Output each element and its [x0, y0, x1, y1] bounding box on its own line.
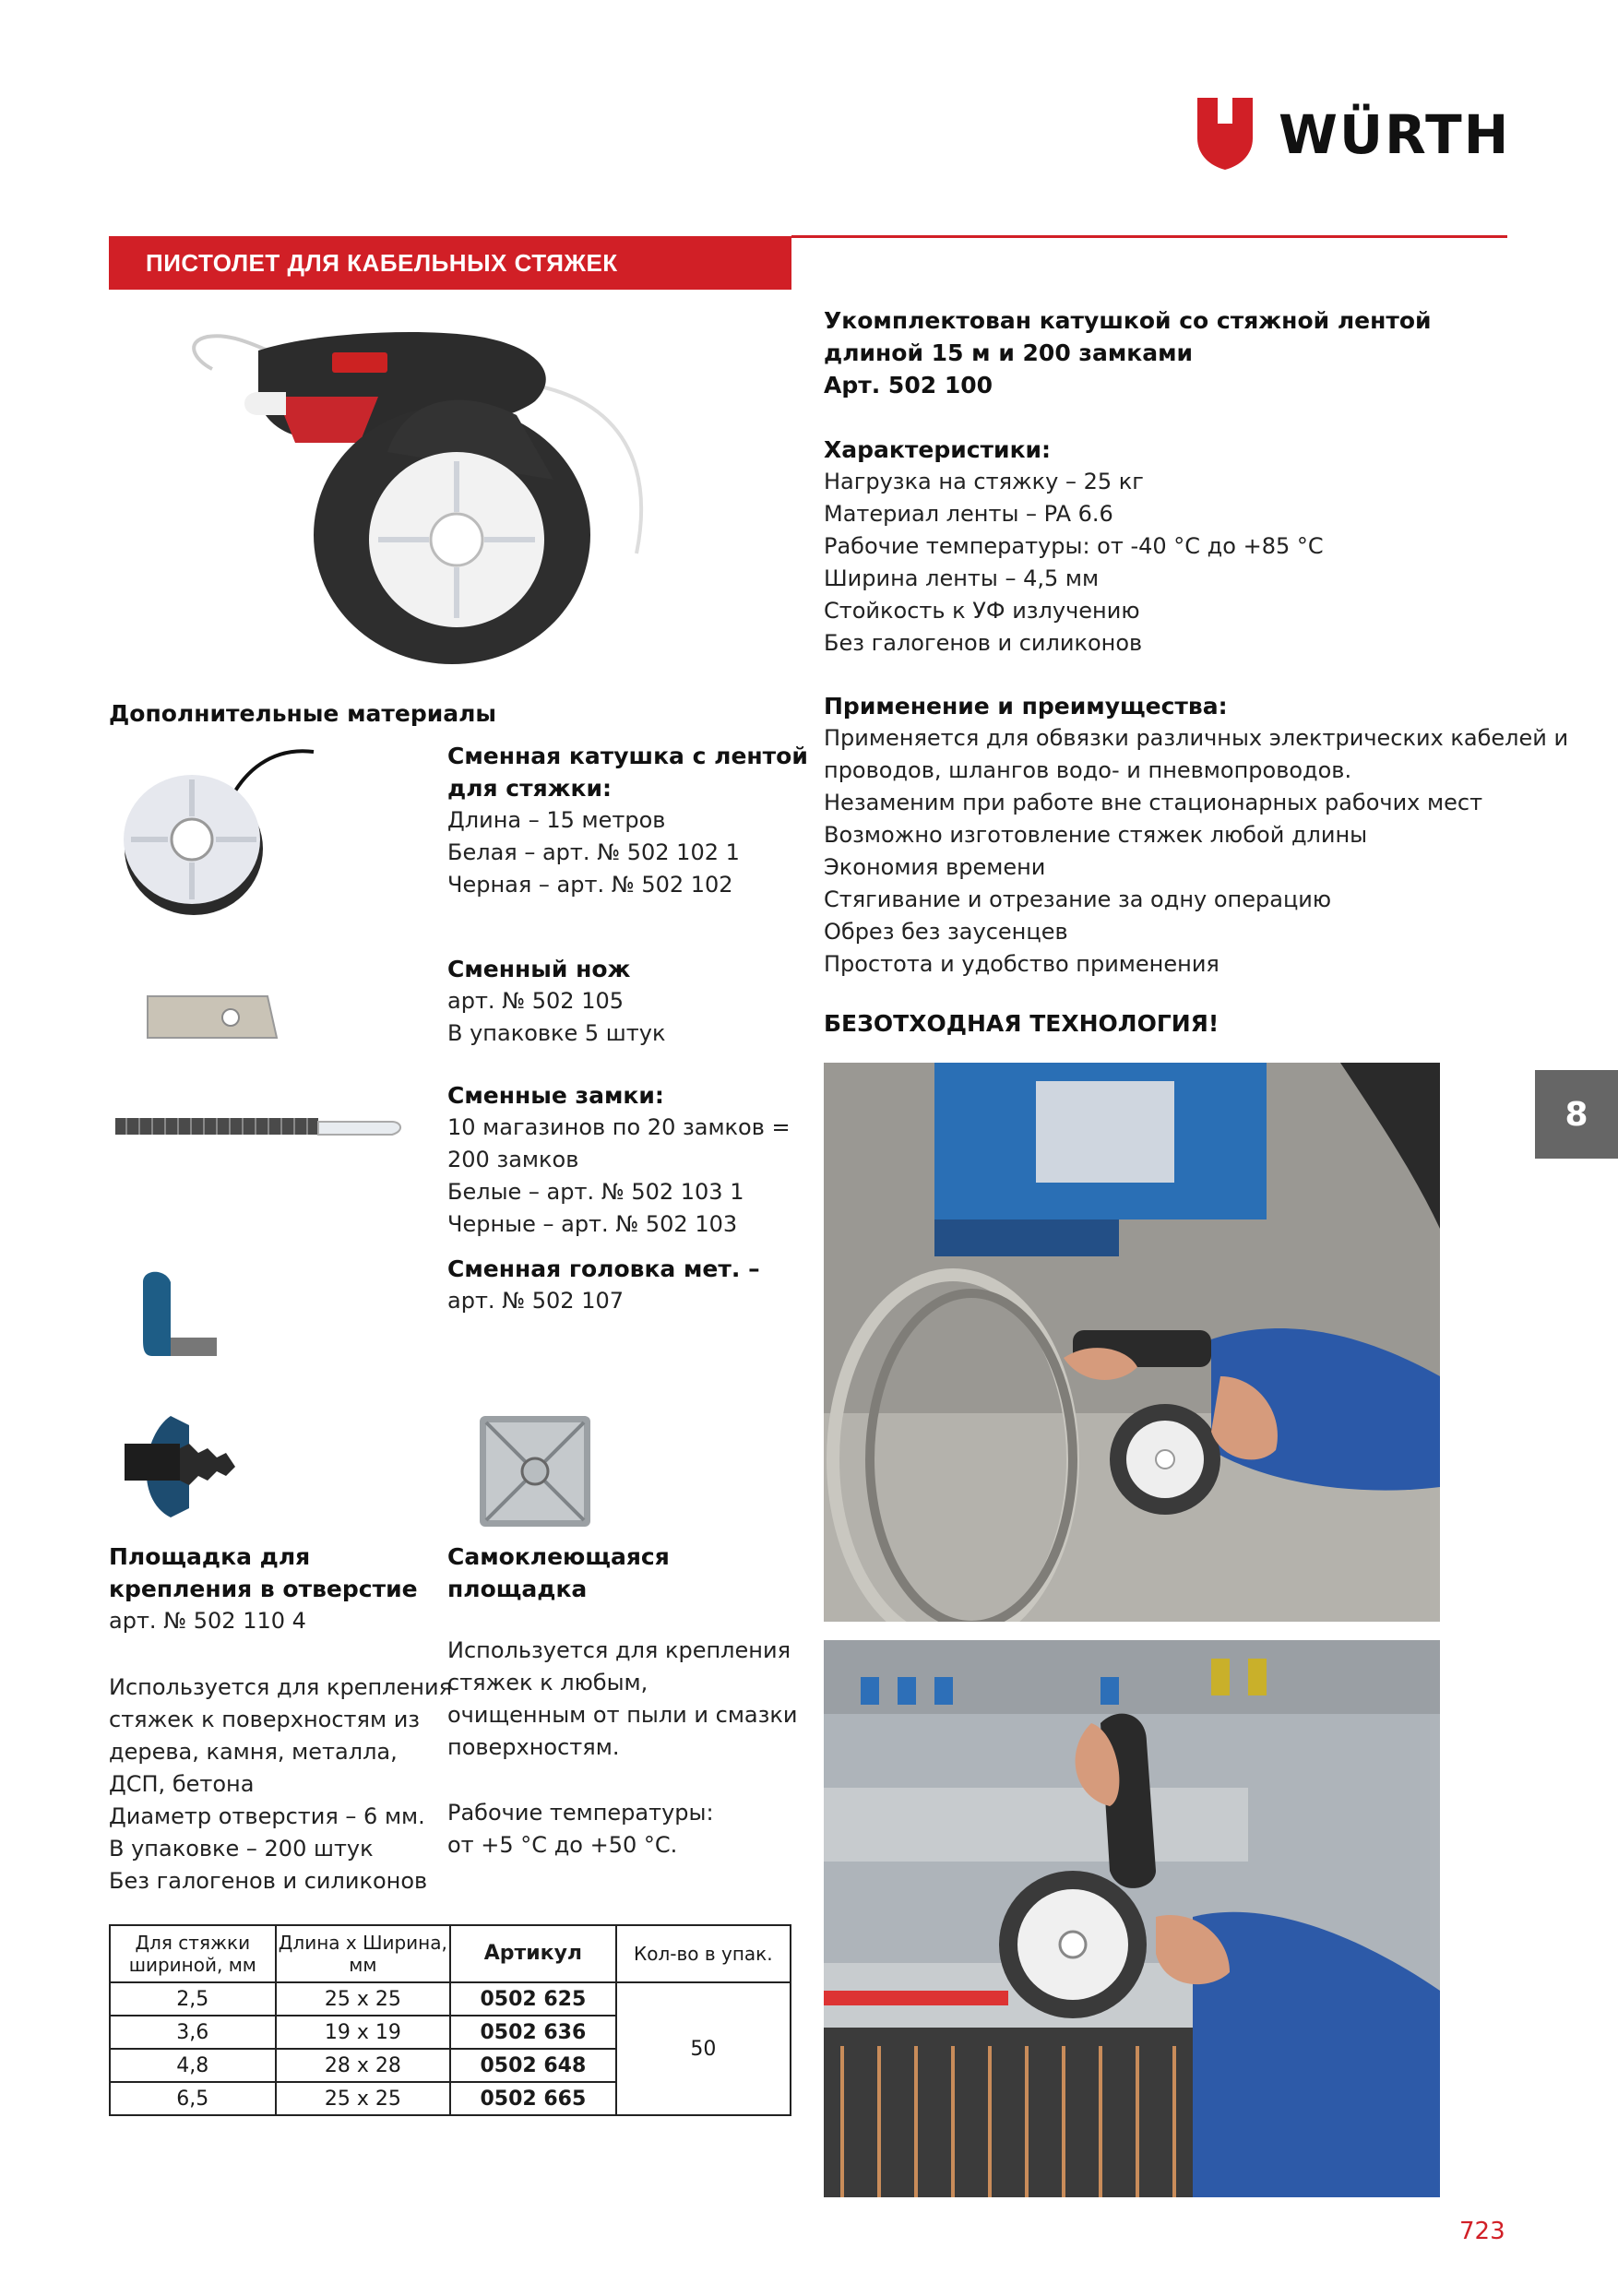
characteristic-item: Стойкость к УФ излучению [824, 598, 1140, 624]
mount-hole-line: Без галогенов и силиконов [109, 1868, 428, 1894]
adhesive-pad-title-1: Самоклеющаяся [447, 1543, 670, 1570]
table-cell-article: 0502 636 [450, 2016, 616, 2049]
table-cell-article: 0502 625 [450, 1982, 616, 2016]
adhesive-pad-line: очищенным от пыли и смазки [447, 1702, 798, 1728]
characteristic-item: Рабочие температуры: от -40 °C до +85 °C [824, 533, 1324, 559]
adhesive-pad-temp: Рабочие температуры: [447, 1800, 714, 1826]
characteristic-item: Нагрузка на стяжку – 25 кг [824, 469, 1144, 494]
mount-hole-title-2: крепления в отверстие [109, 1576, 418, 1602]
spool-line: Длина – 15 метров [447, 807, 666, 833]
usage-photo-2 [824, 1640, 1440, 2197]
adhesive-pad-title-2: площадка [447, 1576, 588, 1602]
table-cell: 6,5 [110, 2082, 276, 2115]
characteristic-item: Материал ленты – PA 6.6 [824, 501, 1113, 527]
application-item: Возможно изготовление стяжек любой длины [824, 822, 1368, 848]
adhesive-pad-line: Используется для крепления [447, 1637, 791, 1663]
knife-blade-image [138, 973, 286, 1047]
mount-hole-line: стяжек к поверхностям из [109, 1707, 421, 1732]
mount-hole-article: арт. № 502 110 4 [109, 1608, 306, 1634]
adhesive-pad-line: стяжек к любым, [447, 1670, 648, 1695]
locks-line: Черные – арт. № 502 103 [447, 1211, 738, 1237]
table-header: Кол-во в упак. [616, 1925, 791, 1982]
application-item: Экономия времени [824, 854, 1046, 880]
application-item: Стягивание и отрезание за одну операцию [824, 886, 1332, 912]
application-item: Незаменим при работе вне стационарных рабочих мест [824, 790, 1483, 815]
locks-title: Сменные замки: [447, 1082, 664, 1109]
page-number: 723 [1459, 2218, 1505, 2245]
spool-line: Черная – арт. № 502 102 [447, 872, 733, 898]
page-title: ПИСТОЛЕТ ДЛЯ КАБЕЛЬНЫХ СТЯЖЕК [146, 249, 618, 277]
mount-hole-line: В упаковке – 200 штук [109, 1836, 374, 1862]
accessories-heading: Дополнительные материалы [109, 700, 497, 727]
table-cell: 2,5 [110, 1982, 276, 2016]
locks-line: Белые – арт. № 502 103 1 [447, 1179, 744, 1205]
product-article: Арт. 502 100 [824, 372, 993, 399]
spool-line: Белая – арт. № 502 102 1 [447, 839, 740, 865]
mount-hole-image [115, 1407, 263, 1527]
head-title: Сменная головка мет. – [447, 1255, 760, 1282]
application-item: Простота и удобство применения [824, 951, 1219, 977]
mount-hole-line: дерева, камня, металла, [109, 1739, 398, 1765]
characteristics-heading: Характеристики: [824, 436, 1052, 463]
section-tab: 8 [1535, 1070, 1618, 1159]
characteristic-item: Ширина ленты – 4,5 мм [824, 565, 1100, 591]
adhesive-pad-temp: от +5 °C до +50 °C. [447, 1832, 678, 1858]
cable-tie-gun-image [175, 314, 710, 673]
product-line-1: Укомплектован катушкой со стяжной лентой [824, 307, 1432, 334]
table-cell: 4,8 [110, 2049, 276, 2082]
header-rule [791, 235, 1507, 238]
mount-hole-line: Диаметр отверстия – 6 мм. [109, 1803, 425, 1829]
knife-title: Сменный нож [447, 956, 631, 982]
adhesive-pad-line: поверхностям. [447, 1734, 620, 1760]
application-item: Обрез без заусенцев [824, 919, 1068, 945]
spool-title-2: для стяжки: [447, 775, 612, 802]
spec-table [109, 1924, 791, 2116]
table-header: Длина х Ширина, мм [276, 1925, 450, 1982]
spool-image [120, 738, 323, 927]
application-heading: Применение и преимущества: [824, 693, 1228, 720]
head-line: арт. № 502 107 [447, 1288, 625, 1314]
application-item: проводов, шлангов водо- и пневмопроводов. [824, 757, 1352, 783]
table-header: Артикул [450, 1925, 616, 1982]
table-header: Для стяжки шириной, мм [110, 1925, 276, 1982]
application-item: Применяется для обвязки различных электрических кабелей и [824, 725, 1569, 751]
table-row [110, 1982, 791, 2016]
table-cell: 3,6 [110, 2016, 276, 2049]
spool-title-1: Сменная катушка с лентой [447, 743, 808, 769]
characteristic-item: Без галогенов и силиконов [824, 630, 1143, 656]
table-cell-article: 0502 648 [450, 2049, 616, 2082]
mount-hole-line: Используется для крепления [109, 1674, 452, 1700]
locks-line: 10 магазинов по 20 замков = [447, 1114, 791, 1140]
table-cell: 25 х 25 [276, 1982, 450, 2016]
table-cell: 19 х 19 [276, 2016, 450, 2049]
locks-line: 200 замков [447, 1147, 579, 1172]
table-cell: 25 х 25 [276, 2082, 450, 2115]
adhesive-pad-image [475, 1411, 595, 1531]
table-cell-article: 0502 665 [450, 2082, 616, 2115]
brand-name: WÜRTH [1279, 103, 1511, 166]
product-line-2: длиной 15 м и 200 замками [824, 339, 1194, 366]
locks-strip-image [115, 1107, 410, 1153]
knife-line: В упаковке 5 штук [447, 1020, 666, 1046]
replacement-head-image [134, 1264, 226, 1365]
table-cell: 28 х 28 [276, 2049, 450, 2082]
mount-hole-line: ДСП, бетона [109, 1771, 255, 1797]
usage-photo-1 [824, 1063, 1440, 1622]
table-cell-qty: 50 [616, 1982, 791, 2115]
mount-hole-title-1: Площадка для [109, 1543, 311, 1570]
zero-waste-heading: БЕЗОТХОДНАЯ ТЕХНОЛОГИЯ! [824, 1010, 1219, 1037]
knife-line: арт. № 502 105 [447, 988, 625, 1014]
